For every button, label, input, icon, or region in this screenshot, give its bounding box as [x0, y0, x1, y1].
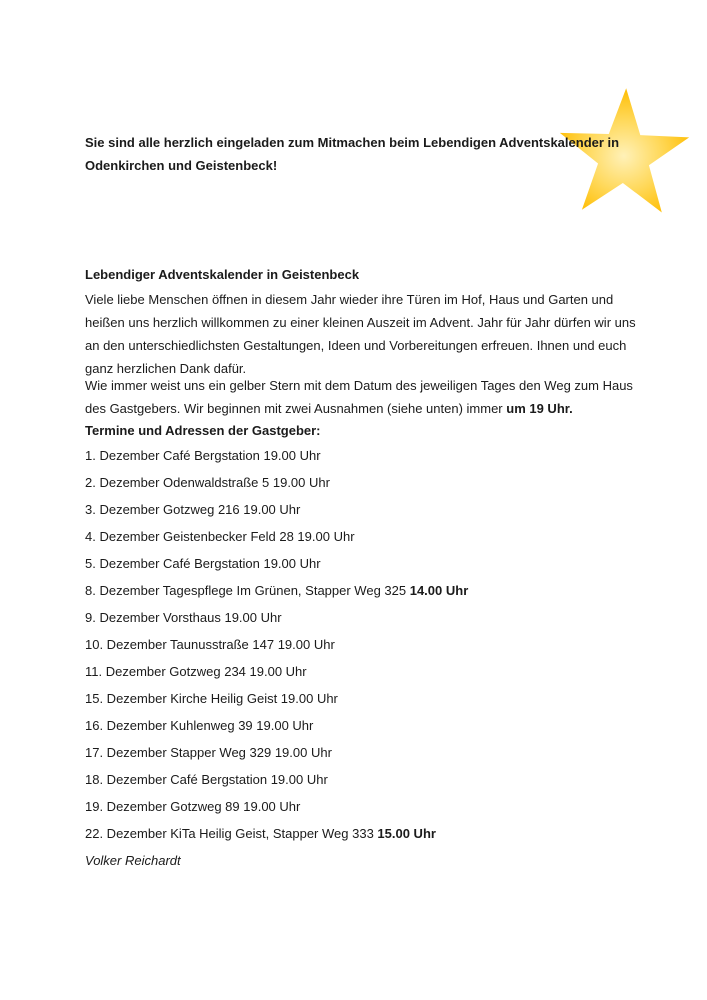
schedule-item: [85, 442, 665, 469]
schedule-item: [85, 658, 665, 685]
schedule-item-text: 11. Dezember Gotzweg 234 19.00 Uhr: [85, 664, 307, 679]
schedule-item-text: 16. Dezember Kuhlenweg 39 19.00 Uhr: [85, 718, 314, 733]
schedule-heading: Termine und Adressen der Gastgeber:: [85, 423, 321, 438]
schedule-item: [85, 793, 665, 820]
section-heading: Lebendiger Adventskalender in Geistenbeck: [85, 267, 360, 282]
schedule-item: [85, 523, 665, 550]
schedule-item: [85, 469, 665, 496]
schedule-item-text: 10. Dezember Taunusstraße 147 19.00 Uhr: [85, 637, 335, 652]
schedule-item-text: 3. Dezember Gotzweg 216 19.00 Uhr: [85, 502, 301, 517]
schedule-item-text: 1. Dezember Café Bergstation 19.00 Uhr: [85, 448, 321, 463]
schedule-item: [85, 631, 665, 658]
intro-paragraph: Sie sind alle herzlich eingeladen zum Mitmachen beim Lebendigen Adventskalender in Odenkirchen und Geistenbeck!: [85, 135, 620, 173]
schedule-item-text: 5. Dezember Café Bergstation 19.00 Uhr: [85, 556, 321, 571]
schedule-item-text: 18. Dezember Café Bergstation 19.00 Uhr: [85, 772, 328, 787]
schedule-item-text: 8. Dezember Tagespflege Im Grünen, Stapper Weg 325: [85, 583, 410, 598]
schedule-item-text: 2. Dezember Odenwaldstraße 5 19.00 Uhr: [85, 475, 330, 490]
schedule-item: [85, 820, 665, 847]
star-info-text: Wie immer weist uns ein gelber Stern mit dem Datum des jeweiligen Tages den Weg zum Haus des Gastgebers. Wir beginnen mit zwei Ausnahmen (siehe unten) immer: [85, 378, 633, 416]
schedule-item-text: 22. Dezember KiTa Heilig Geist, Stapper Weg 333: [85, 826, 378, 841]
thanks-paragraph: Viele liebe Menschen öffnen in diesem Jahr wieder ihre Türen im Hof, Haus und Garten und heißen uns herzlich willkommen zu einer kleinen Auszeit im Advent. Jahr für Jahr dürfen wir uns an den unterschiedlichsten Gestaltungen, Ideen und Vorbereitungen erfreuen. Ihnen und euch ganz herzlichen Dank dafür.: [85, 292, 636, 376]
schedule-item-text: 19. Dezember Gotzweg 89 19.00 Uhr: [85, 799, 301, 814]
schedule-item-text: 15. Dezember Kirche Heilig Geist 19.00 Uhr: [85, 691, 338, 706]
schedule-item: [85, 712, 665, 739]
schedule-item: [85, 739, 665, 766]
schedule-list: [85, 442, 665, 847]
start-time-bold: um 19 Uhr.: [506, 401, 573, 416]
schedule-item: [85, 604, 665, 631]
schedule-item-text: 17. Dezember Stapper Weg 329 19.00 Uhr: [85, 745, 332, 760]
schedule-item: [85, 685, 665, 712]
schedule-item: [85, 496, 665, 523]
schedule-item-time-bold: 14.00 Uhr: [409, 583, 469, 598]
schedule-item-text: 4. Dezember Geistenbecker Feld 28 19.00 Uhr: [85, 529, 355, 544]
schedule-item: [85, 766, 665, 793]
schedule-item-text: 9. Dezember Vorsthaus 19.00 Uhr: [85, 610, 282, 625]
schedule-item: [85, 550, 665, 577]
star-info-paragraph: [85, 374, 645, 420]
schedule-item: [85, 577, 665, 604]
schedule-item-time-bold: 15.00 Uhr: [377, 826, 436, 841]
signature: Volker Reichardt: [85, 853, 181, 868]
